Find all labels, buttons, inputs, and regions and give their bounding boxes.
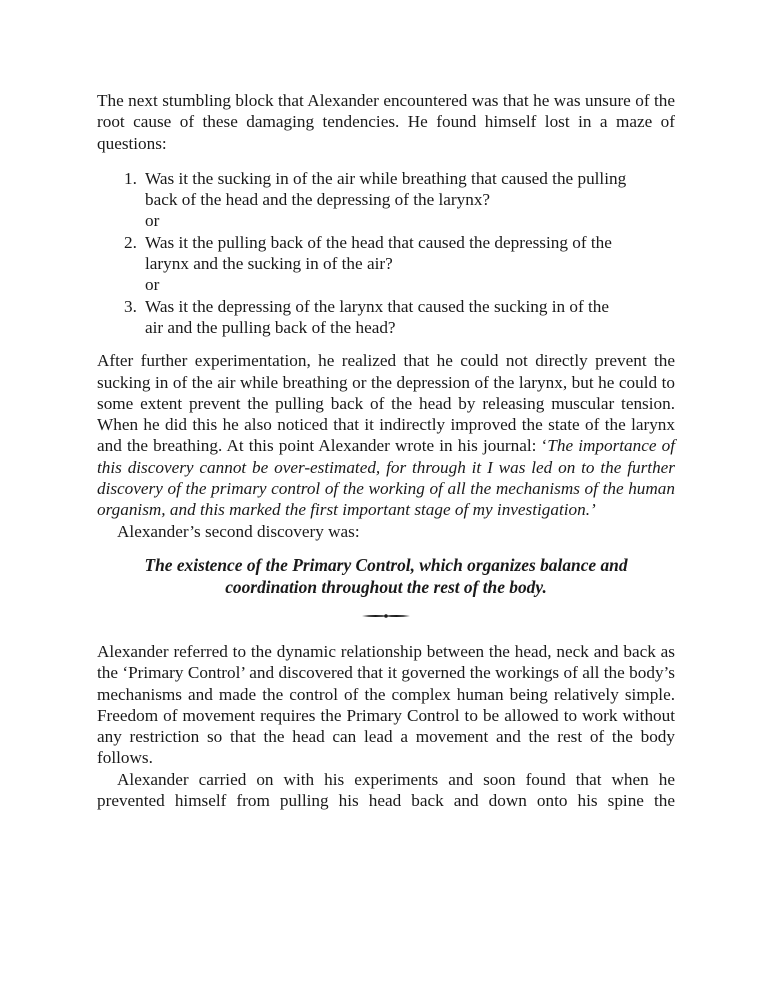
list-item-text: Was it the pulling back of the head that caused the depressing of the larynx and the sucking in of the air?: [145, 232, 612, 274]
intro-paragraph: The next stumbling block that Alexander encountered was that he was unsure of the root cause of these damaging tendencies. He found himself lost in a maze of questions:: [97, 91, 675, 153]
list-item: [124, 296, 631, 339]
page-content: [97, 90, 675, 811]
discovery-statement: [97, 554, 675, 599]
question-list: [97, 168, 675, 338]
experiments-paragraph: Alexander carried on with his experiments and soon found that when he prevented himself from pulling his head back and down onto his spine the: [97, 769, 675, 811]
list-item: [124, 232, 631, 275]
journal-quote: The importance of this discovery cannot be over-estimated, for through it I was led on to the further discovery of the primary control of the working of all the mechanisms of the human organism, and this marked the first important stage of my investigation.’: [97, 436, 676, 520]
discovery-line-2: coordination throughout the rest of the body.: [225, 577, 547, 598]
conjunction-text: or: [145, 275, 160, 295]
discovery-line-1: The existence of the Primary Control, which organizes balance and: [144, 554, 628, 575]
second-discovery-intro: Alexander’s second discovery was:: [117, 521, 360, 541]
list-item: [124, 168, 631, 211]
experimentation-text: After further experimentation, he realized that he could not directly prevent the sucking in of the air while breathing or the depression of the larynx, but he could to some extent prevent the pulling back of the head by releasing muscular tension. When he did this he also noticed that it indirectly improved the state of the larynx and the breathing. At this point Alexander wrote in his journal: ‘: [97, 351, 675, 456]
primary-control-paragraph: Alexander referred to the dynamic relationship between the head, neck and back as the ‘Primary Control’ and discovered that it governed the workings of all the body’s mechanisms and made the control of the complex human being relatively simple. Freedom of movement requires the Primary Control to be allowed to work without any restriction so that the head can lead a movement and the rest of the body follows.: [97, 641, 675, 768]
list-item-text: Was it the sucking in of the air while breathing that caused the pulling back of the head and the depressing of the larynx?: [145, 168, 627, 210]
ornament-divider-icon: [356, 608, 416, 624]
list-item-text: Was it the depressing of the larynx that caused the sucking in of the air and the pulling back of the head?: [145, 296, 609, 337]
conjunction-text: or: [145, 211, 160, 231]
experimentation-paragraph: [97, 350, 675, 520]
list-item-number: 2.: [124, 232, 137, 252]
list-item-number: 1.: [124, 168, 137, 188]
list-item-number: 3.: [124, 296, 137, 316]
